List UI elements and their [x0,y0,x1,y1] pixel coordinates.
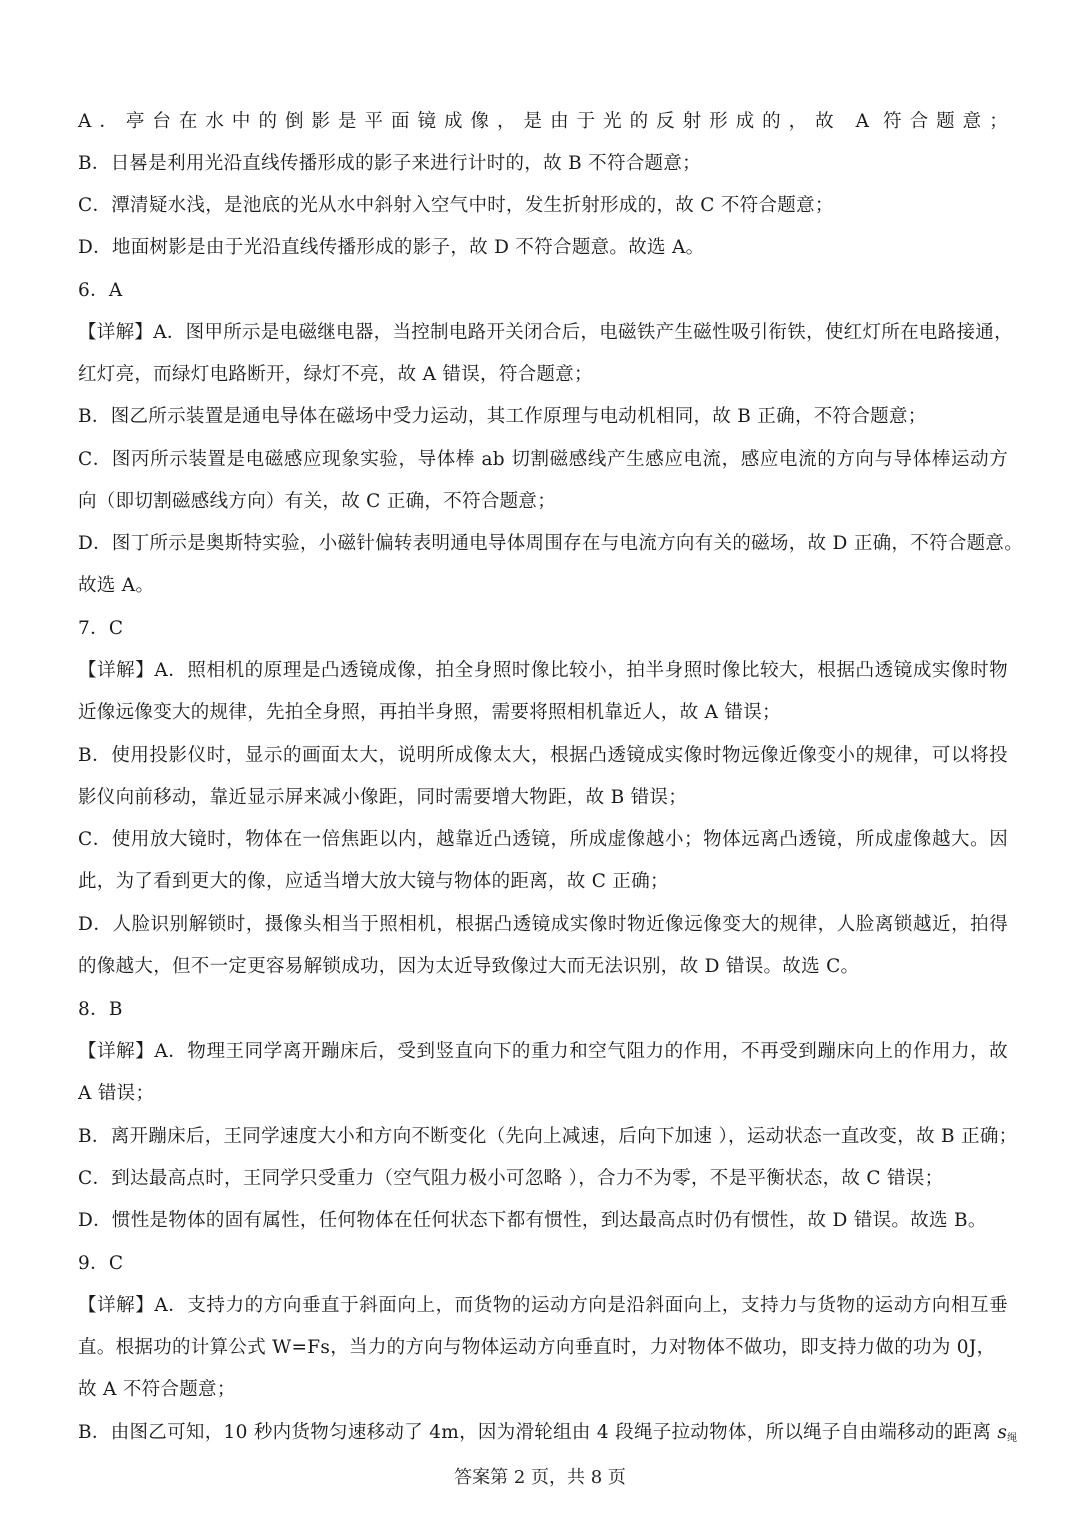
text-line: 影仪向前移动，靠近显示屏来减小像距，同时需要增大物距，故 B 错误； [78,787,688,808]
text-line: B．日晷是利用光沿直线传播形成的影子来进行计时的，故 B 不符合题意； [78,153,701,174]
text-line: D．图丁所示是奥斯特实验，小磁针偏转表明通电导体周围存在与电流方向有关的磁场，故 D 正确，不符合题意。 [78,533,1024,554]
question-number: 7．C [78,618,124,639]
text-line: D．惯性是物体的固有属性，任何物体在任何状态下都有惯性，到达最高点时仍有惯性，故 D 错误。故选 B。 [78,1210,987,1231]
text-line: 直。根据功的计算公式 W=Fs，当力的方向与物体运动方向垂直时，力对物体不做功，即支持力做的功为 0J， [78,1337,996,1358]
distance-symbol: s [997,1422,1008,1443]
text-line: C．图丙所示装置是电磁感应现象实验，导体棒 ab 切割磁感线产生感应电流，感应电流的方向与导体棒运动方 [78,449,1008,470]
text-line: C．使用放大镜时，物体在一倍焦距以内，越靠近凸透镜，所成虚像越小；物体远离凸透镜，所成虚像越大。因 [78,829,1008,850]
text-line: B．离开蹦床后，王同学速度大小和方向不断变化（先向上减速，后向下加速 ），运动状态一直改变，故 B 正确； [78,1126,1018,1147]
text-line: B．图乙所示装置是通电导体在磁场中受力运动，其工作原理与电动机相同，故 B 正确，不符合题意； [78,406,927,427]
text-line: D．地面树影是由于光沿直线传播形成的影子，故 D 不符合题意。故选 A。 [78,237,705,258]
text-line: 近像远像变大的规律，先拍全身照，再拍半身照，需要将照相机靠近人，故 A 错误； [78,702,781,723]
text-line: C．潭清疑水浅，是池底的光从水中斜射入空气中时，发生折射形成的，故 C 不符合题意； [78,195,834,216]
text-line: 此，为了看到更大的像，应适当增大放大镜与物体的距离，故 C 正确； [78,871,669,892]
text-line: 【详解】A．照相机的原理是凸透镜成像，拍全身照时像比较小，拍半身照时像比较大，根据凸透镜成实像时物 [78,660,1008,681]
text-line: 红灯亮，而绿灯电路断开，绿灯不亮，故 A 错误，符合题意； [78,364,593,385]
text-line: 【详解】A．物理王同学离开蹦床后，受到竖直向下的重力和空气阻力的作用，不再受到蹦床向上的作用力，故 [78,1041,1008,1062]
distance-subscript: 绳 [1007,1433,1018,1444]
text-line: B．使用投影仪时，显示的画面太大，说明所成像太大，根据凸透镜成实像时物远像近像变小的规律，可以将投 [78,745,1008,766]
text-line-content: B．由图乙可知，10 秒内货物匀速移动了 4m，因为滑轮组由 4 段绳子拉动物体，所以绳子自由端移动的距离 [78,1422,992,1443]
page-footer: 答案第 2 页，共 8 页 [454,1467,626,1488]
question-number: 9．C [78,1253,124,1274]
text-line: 故 A 不符合题意； [78,1379,236,1400]
text-line: 向（即切割磁感线方向）有关，故 C 正确，不符合题意； [78,491,557,512]
text-line [78,1421,1018,1451]
text-line: 故选 A。 [78,575,155,596]
text-line: D．人脸识别解锁时，摄像头相当于照相机，根据凸透镜成实像时物近像远像变大的规律，人脸离锁越近，拍得 [78,914,1008,935]
text-line: A．亭台在水中的倒影是平面镜成像，是由于光的反射形成的，故 A 符合题意； [78,111,1008,132]
text-line: C．到达最高点时，王同学只受重力（空气阻力极小可忽略 ），合力不为零，不是平衡状态，故 C 错误； [78,1168,944,1189]
text-line: 【详解】A．图甲所示是电磁继电器，当控制电路开关闭合后，电磁铁产生磁性吸引衔铁，使红灯所在电路接通， [78,322,1013,343]
text-line: 的像越大，但不一定更容易解锁成功，因为太近导致像过大而无法识别，故 D 错误。故选 C。 [78,956,860,977]
text-line: 【详解】A．支持力的方向垂直于斜面向上，而货物的运动方向是沿斜面向上，支持力与货物的运动方向相互垂 [78,1295,1008,1316]
question-number: 6．A [78,280,123,301]
question-number: 8．B [78,999,123,1020]
text-line: A 错误； [78,1083,155,1104]
